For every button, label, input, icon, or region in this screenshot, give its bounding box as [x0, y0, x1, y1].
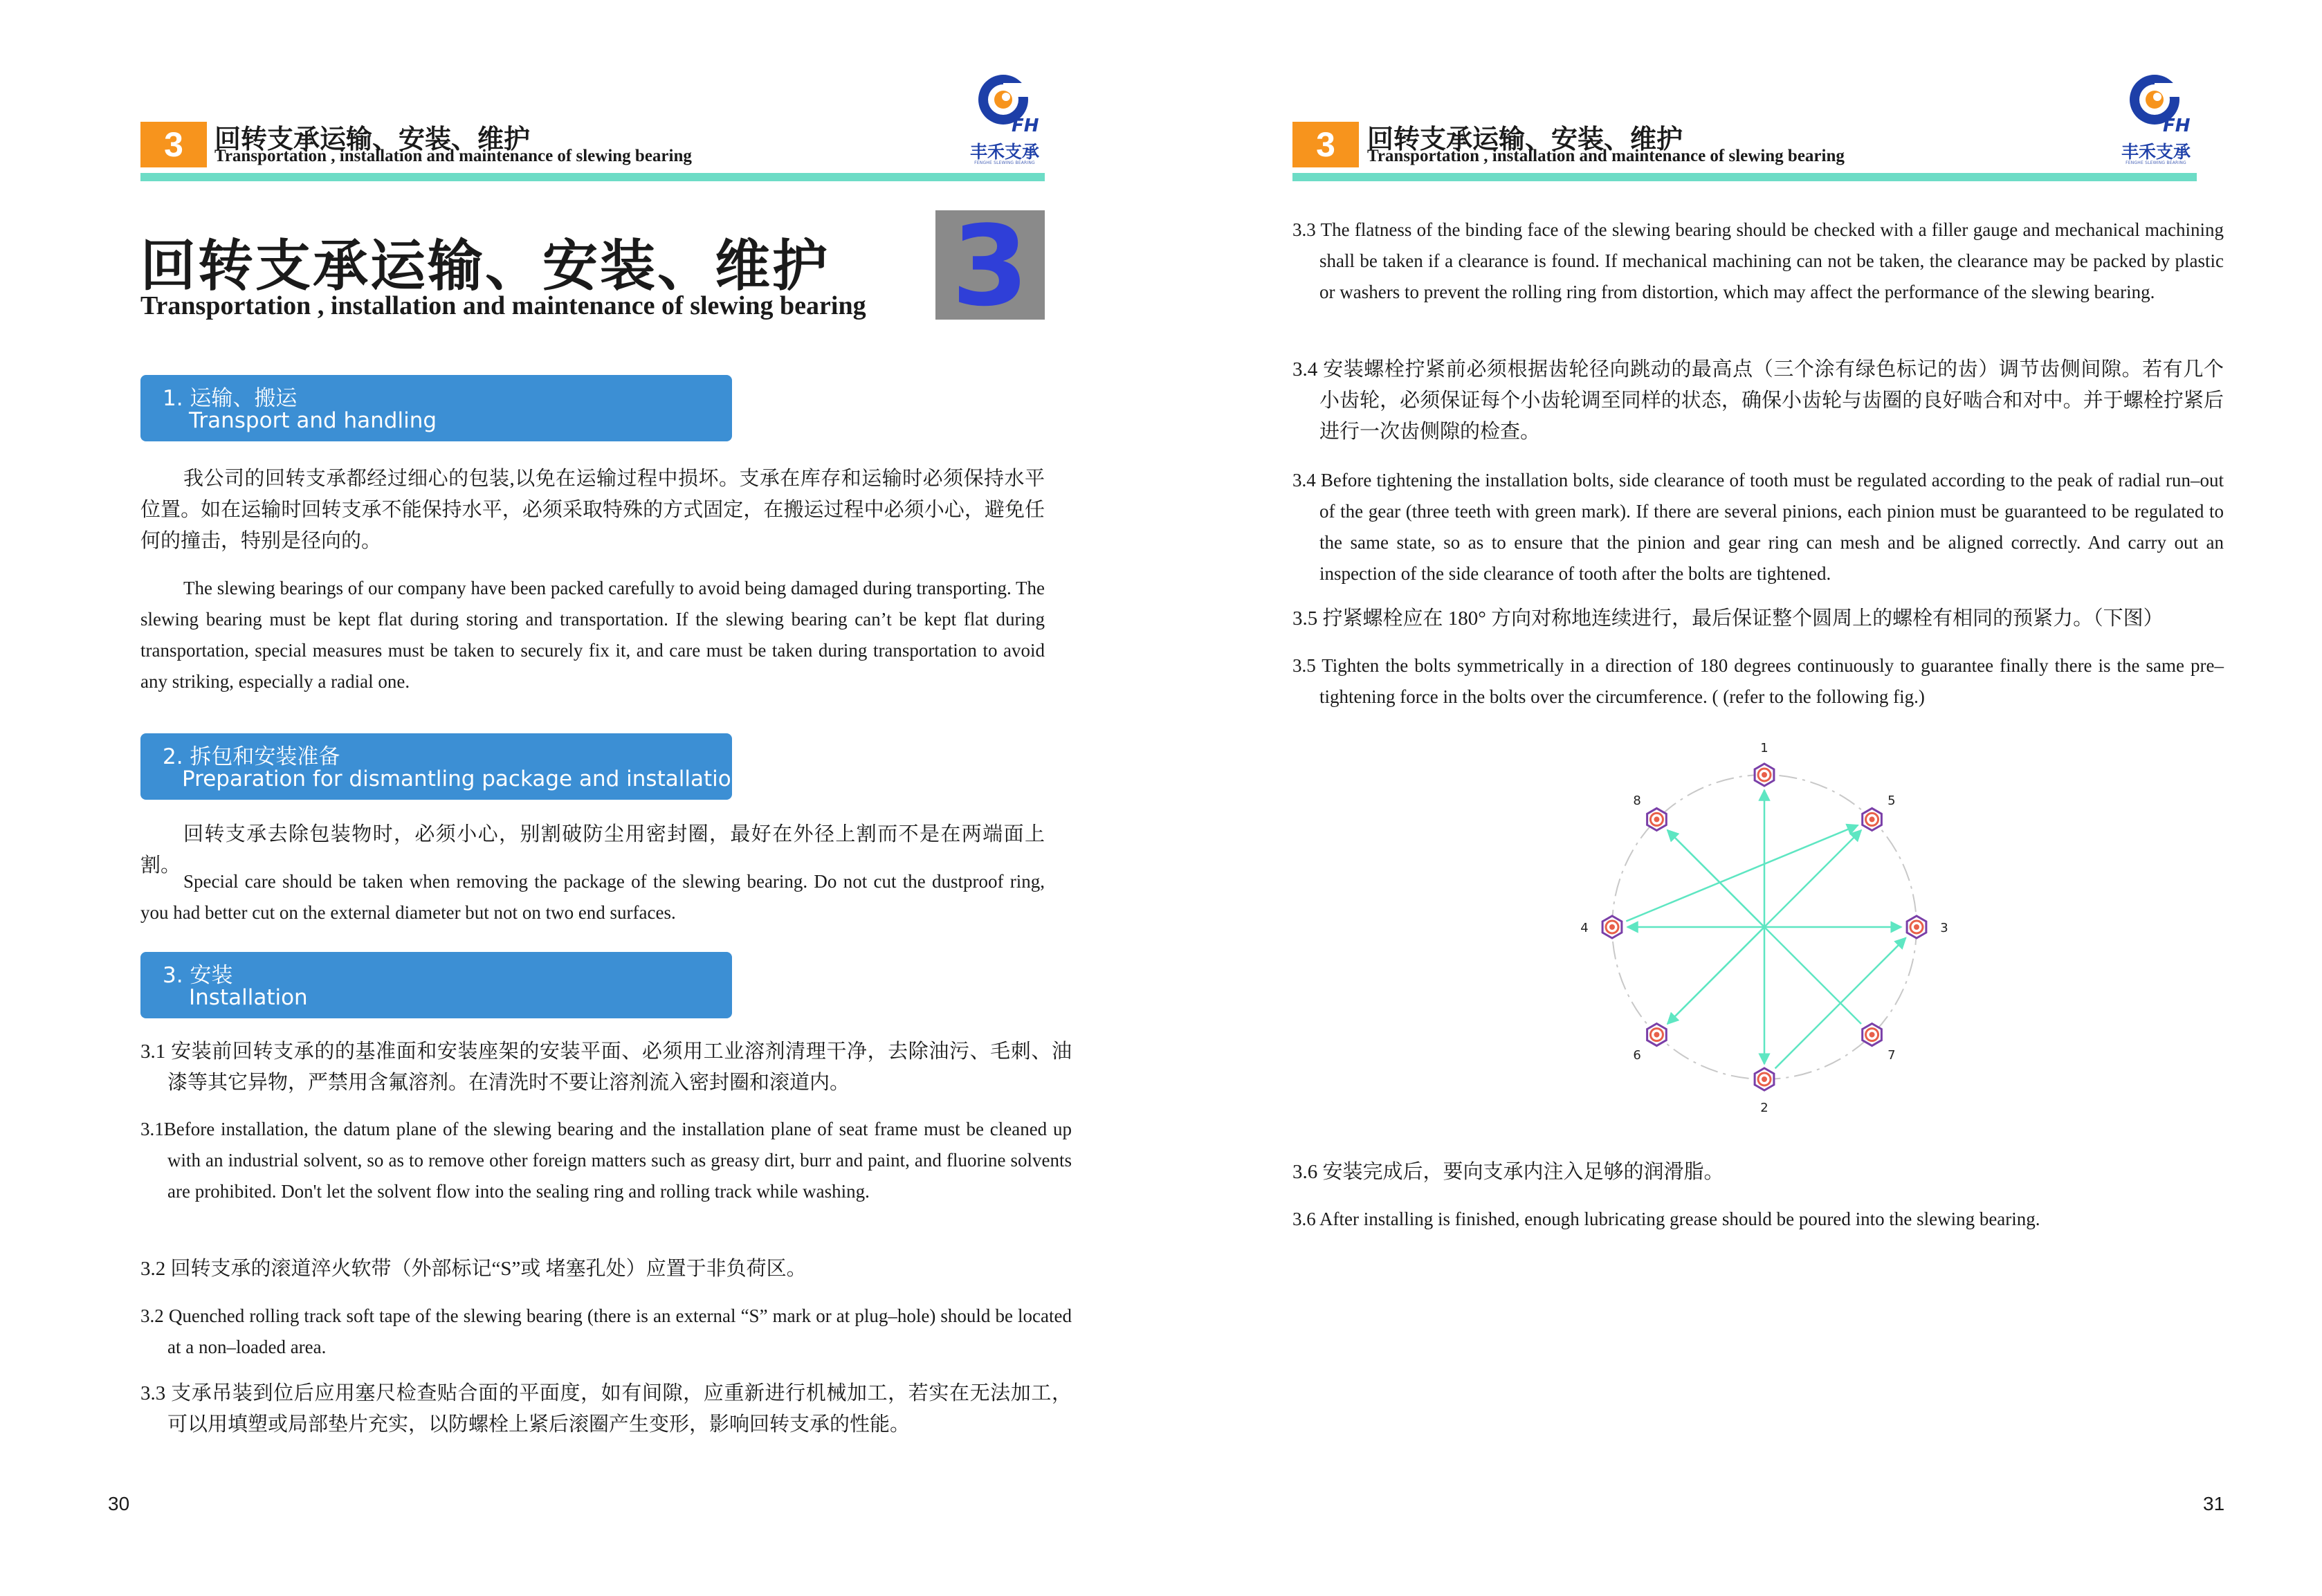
logo-text: 丰禾支承	[2121, 142, 2191, 162]
company-logo	[2114, 68, 2197, 172]
header-rule	[140, 173, 1045, 181]
bolt-6	[1633, 1024, 1666, 1063]
fh-logo-icon	[2114, 68, 2197, 137]
bolt-4	[1580, 916, 1622, 938]
page-number: 30	[108, 1493, 130, 1514]
bolt-8	[1633, 794, 1666, 830]
section-title-cn: 2. 拆包和安装准备	[163, 744, 340, 769]
step-3-4-cn: 3.4 安装螺栓拧紧前必须根据齿轮径向跳动的最高点（三个涂有绿色标记的齿）调节齿侧间隙。若有几个小齿轮，必须保证每个小齿轮调至同样的状态，确保小齿轮与齿圈的良好啮合和对中。并于螺栓拧紧后进行一次齿侧隙的检查。	[1292, 358, 2224, 443]
tightening-arrow	[1626, 825, 1858, 921]
step-3-5-en: 3.5 Tighten the bolts symmetrically in a direction of 180 degrees continuously to guarantee finally there is the same pre– tightening force in the bolts over the circumference. ( (refer to the following fig.)	[1292, 655, 2224, 707]
logo-subtitle: FENGHE SLEWING BEARING	[2126, 160, 2186, 165]
bolt-label: 2	[1760, 1101, 1768, 1115]
bolt-label: 8	[1633, 794, 1641, 809]
running-title-cn: 回转支承运输、安装、维护	[214, 125, 531, 154]
bolt-label: 7	[1887, 1047, 1896, 1063]
section-header-installation	[140, 952, 732, 1018]
logo-mark: FH	[1012, 116, 1039, 136]
bolt-label: 6	[1633, 1047, 1641, 1063]
paragraph-en: Special care should be taken when removing the package of the slewing bearing. Do not cut the dustproof ring, you had better cut on the external diameter but not on two end surfaces.	[140, 871, 1045, 923]
fh-logo-icon	[963, 68, 1046, 137]
step-3-6-en: 3.6 After installing is finished, enough lubricating grease should be poured into the slewing bearing.	[1292, 1209, 2040, 1229]
step-3-1-en: 3.1Before installation, the datum plane of the slewing bearing and the installation plane of seat frame must be cleaned up with an industrial solvent, so as to remove other foreign matters such as greasy dirt, burr and paint, and fluorine solvents are prohibited. Don't let the solvent flow into the sealing ring and rolling track while washing.	[140, 1119, 1072, 1202]
section-title-en: Preparation for dismantling package and installation	[182, 767, 745, 791]
company-logo	[963, 68, 1046, 172]
bolt-label: 3	[1940, 921, 1948, 935]
chapter-number-badge: 3	[140, 122, 207, 167]
chapter-number-badge: 3	[1292, 122, 1359, 167]
section-title-en: Transport and handling	[189, 408, 437, 433]
bolt-2	[1755, 1068, 1774, 1115]
step-3-3-cn: 3.3 支承吊装到位后应用塞尺检查贴合面的平面度，如有间隙，应重新进行机械加工，若实在无法加工，可以用填塑或局部垫片充实，以防螺栓上紧后滚圈产生变形，影响回转支承的性能。	[140, 1382, 1072, 1436]
running-title-cn: 回转支承运输、安装、维护	[1367, 125, 1683, 154]
paragraph-en: The slewing bearings of our company have been packed carefully to avoid being damaged during transporting. The slewing bearing must be kept flat during storing and transportation. If the slewing bearing can’t be kept flat during transportation, special measures must be taken to securely fix it, and care must be taken during transportation to avoid any striking, especially a radial one.	[140, 578, 1045, 692]
bolt-7	[1863, 1024, 1896, 1063]
paragraph-cn: 回转支承去除包装物时，必须小心，别割破防尘用密封圈，最好在外径上割而不是在两端面上割。	[140, 823, 1045, 877]
step-3-3-en: 3.3 The flatness of the binding face of the slewing bearing should be checked with a filler gauge and mechanical machining shall be taken if a clearance is found. If mechanical machining can not be taken, the clearance may be packed by plastic or washers to prevent the rolling ring from distortion, which may affect the performance of the slewing bearing.	[1292, 219, 2224, 302]
bolt-label: 1	[1760, 741, 1768, 755]
chapter-title-cn: 回转支承运输、安装、维护	[140, 237, 830, 297]
logo-mark: FH	[2163, 116, 2191, 136]
step-3-2-cn: 3.2 回转支承的滚道淬火软带（外部标记“S”或 堵塞孔处）应置于非负荷区。	[140, 1258, 807, 1280]
section-title-en: Installation	[189, 985, 308, 1010]
page-number: 31	[2203, 1493, 2225, 1514]
step-3-4-en: 3.4 Before tightening the installation bolts, side clearance of tooth must be regulated according to the peak of radial run–out of the gear (three teeth with green mark). If there are several pinions, each pinion must be guaranteed to be regulated to the same state, so as to ensure that the pinion and gear ring can mesh and be aligned correctly. And carry out an inspection of the side clearance of tooth after the bolts are tightened.	[1292, 470, 2224, 584]
step-3-5-cn: 3.5 拧紧螺栓应在 180° 方向对称地连续进行，最后保证整个圆周上的螺栓有相同的预紧力。（下图）	[1292, 607, 2164, 630]
chapter-title-en: Transportation , installation and maintenance of slewing bearing	[140, 291, 866, 320]
bolt-label: 4	[1580, 921, 1589, 935]
header-rule	[1292, 173, 2197, 181]
running-title-en: Transportation , installation and maintenance of slewing bearing	[214, 147, 692, 165]
bolt-1	[1755, 741, 1774, 786]
section-title-cn: 3. 安装	[163, 963, 233, 988]
logo-text: 丰禾支承	[969, 142, 1039, 162]
section-header-transport	[140, 375, 732, 441]
step-3-1-cn: 3.1 安装前回转支承的的基准面和安装座架的安装平面、必须用工业溶剂清理干净，去除油污、毛刺、油漆等其它异物，严禁用含氟溶剂。在清洗时不要让溶剂流入密封圈和滚道内。	[140, 1040, 1072, 1094]
running-title-en: Transportation , installation and maintenance of slewing bearing	[1367, 147, 1845, 165]
bolt-3	[1907, 916, 1948, 938]
arrow-group	[1626, 790, 1905, 1068]
chapter-number-block: 3	[935, 210, 1045, 320]
step-3-2-en: 3.2 Quenched rolling track soft tape of the slewing bearing (there is an external “S” mark or at plug–hole) should be located at a non–loaded area.	[140, 1305, 1072, 1357]
bolt-tightening-diagram	[1543, 740, 1986, 1128]
bolt-5	[1863, 794, 1896, 830]
section-header-unpacking	[140, 733, 745, 800]
step-3-6-cn: 3.6 安装完成后，要向支承内注入足够的润滑脂。	[1292, 1161, 1724, 1183]
bolt-label: 5	[1887, 794, 1896, 809]
logo-subtitle: FENGHE SLEWING BEARING	[974, 160, 1035, 165]
section-title-cn: 1. 运输、搬运	[163, 386, 298, 411]
paragraph-cn: 我公司的回转支承都经过细心的包装,以免在运输过程中损坏。支承在库存和运输时必须保持水平位置。如在运输时回转支承不能保持水平，必须采取特殊的方式固定，在搬运过程中必须小心，避免任何的撞击，特别是径向的。	[140, 468, 1045, 552]
